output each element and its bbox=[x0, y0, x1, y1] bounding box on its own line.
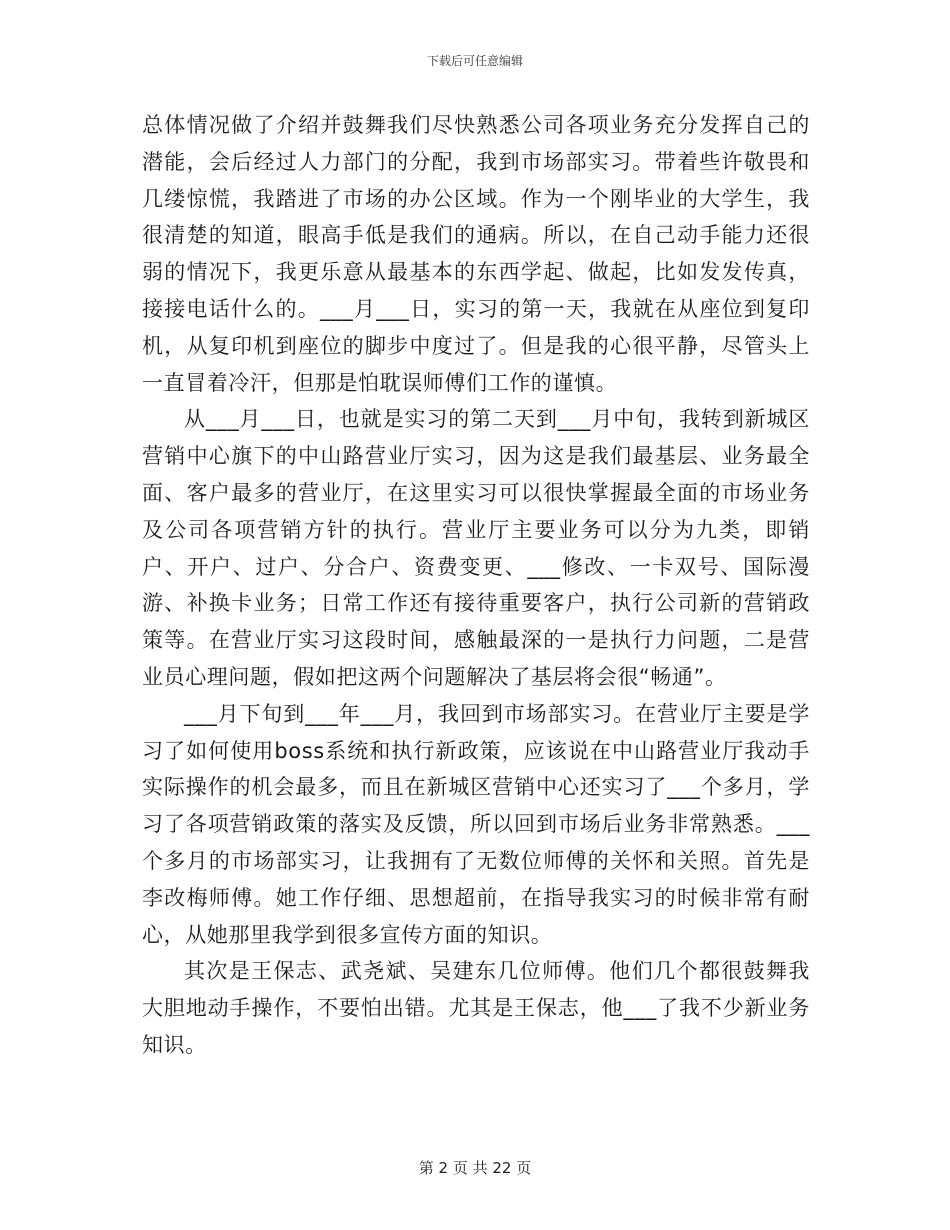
body-paragraph-2: 从___月___日，也就是实习的第二天到___月中旬，我转到新城区营销中心旗下的中山路营业厅实习，因为这是我们最基层、业务最全面、客户最多的营业厅，在这里实习可以很快掌握最全面的市场业务及公司各项营销方针的执行。营业厅主要业务可以分为九类，即销户、开户、过户、分合户、资费变更、___修改、一卡双号、国际漫游、补换卡业务；日常工作还有接待重要客户，执行公司新的营销政策等。在营业厅实习这段时间，感触最深的一是执行力问题，二是营业员心理问题，假如把这两个问题解决了基层将会很“畅通”。 bbox=[142, 407, 810, 689]
body-paragraph-4: 其次是王保志、武尧斌、吴建东几位师傅。他们几个都很鼓舞我大胆地动手操作，不要怕出错。尤其是王保志，他___了我不少新业务知识。 bbox=[142, 959, 810, 1057]
body-paragraph-3: ___月下旬到___年___月，我回到市场部实习。在营业厅主要是学习了如何使用boss系统和执行新政策，应该说在中山路营业厅我动手实际操作的机会最多，而且在新城区营销中心还实习了___个多月，学习了各项营销政策的落实及反馈，所以回到市场后业务非常熟悉。___个多月的市场部实习，让我拥有了无数位师傅的关怀和关照。首先是李改梅师傅。她工作仔细、思想超前，在指导我实习的时候非常有耐心，从她那里我学到很多宣传方面的知识。 bbox=[142, 701, 810, 947]
body-paragraph-1: 总体情况做了介绍并鼓舞我们尽快熟悉公司各项业务充分发挥自己的潜能，会后经过人力部门的分配，我到市场部实习。带着些许敬畏和几缕惊慌，我踏进了市场的办公区域。作为一个刚毕业的大学生，我很清楚的知道，眼高手低是我们的通病。所以，在自己动手能力还很弱的情况下，我更乐意从最基本的东西学起、做起，比如发发传真，接接电话什么的。___月___日，实习的第一天，我就在从座位到复印机，从复印机到座位的脚步中度过了。但是我的心很平静，尽管头上一直冒着冷汗，但那是怕耽误师傅们工作的谨慎。 bbox=[142, 113, 810, 395]
page-number-footer: 第 2 页 共 22 页 bbox=[418, 1159, 532, 1177]
document-body bbox=[142, 107, 810, 1064]
page-header-note: 下载后可任意编辑 bbox=[426, 54, 523, 68]
